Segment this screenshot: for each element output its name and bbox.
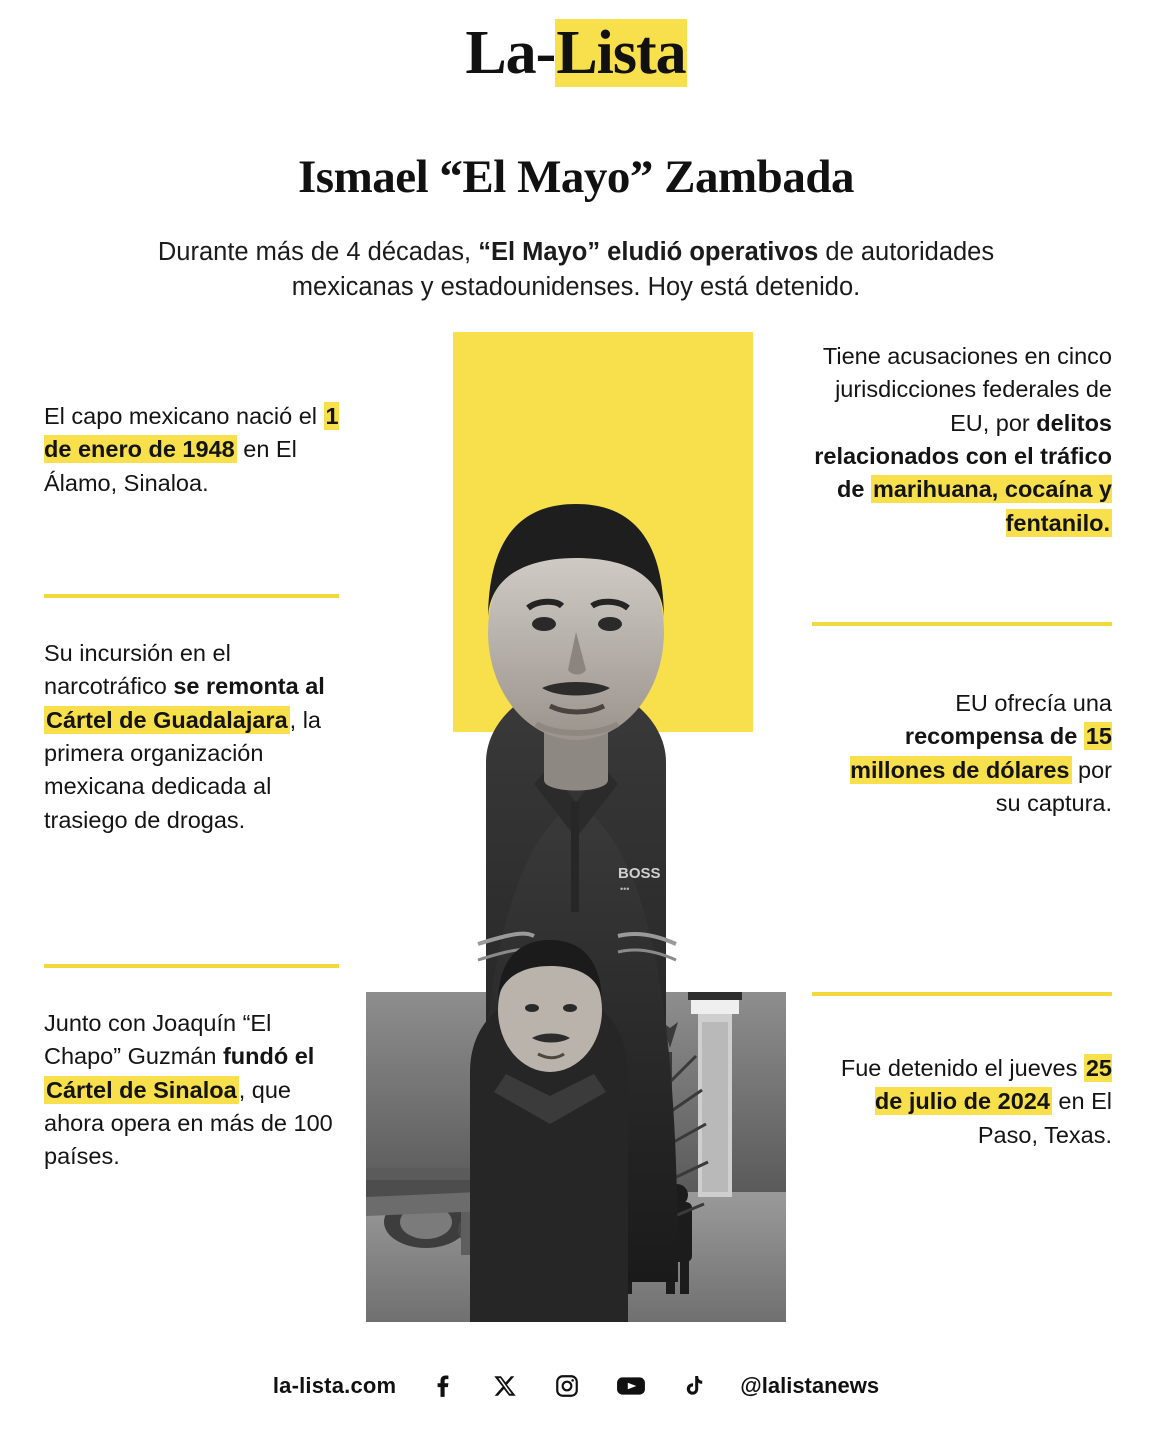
x-twitter-icon[interactable] [492, 1373, 518, 1399]
fact-reward-seg-0: EU ofrecía una [955, 690, 1112, 717]
divider-left-2 [44, 964, 339, 968]
fact-charges-seg-0: Tiene acusaciones en cinco jurisdicciones federales de EU, por [822, 343, 1112, 436]
brand-highlight: Lista [556, 19, 686, 87]
fact-reward-seg-2: 15 millones de dólares [850, 723, 1112, 783]
fact-birth-seg-2: en El Álamo, Sinaloa. [44, 436, 297, 496]
youtube-icon[interactable] [616, 1373, 646, 1399]
fact-reward [832, 687, 1112, 820]
fact-birth-seg-0: El capo mexicano nació el [44, 403, 324, 430]
fact-arrest-seg-0: Fue detenido el jueves [840, 1055, 1084, 1082]
fact-charges [812, 340, 1112, 540]
fact-birth-seg-1: 1 de enero de 1948 [44, 403, 339, 463]
footer-website[interactable]: la-lista.com [272, 1373, 397, 1398]
standfirst-part2: de autoridades mexicanas y estadounidenses. Hoy está detenido. [291, 238, 995, 301]
fact-charges-seg-1: delitos relacionados con el tráfico de [814, 409, 1112, 503]
fact-arrest-seg-2: en El Paso, Texas. [977, 1088, 1112, 1148]
facebook-icon[interactable] [430, 1373, 456, 1399]
fact-guadalajara-seg-3: , la primera organización mexicana dedicada al trasiego de drogas. [44, 706, 321, 833]
brand-logo[interactable] [461, 19, 690, 87]
shirt-logo-text: BOSS [618, 865, 661, 883]
page-title: Ismael “El Mayo” Zambada [298, 151, 854, 203]
fact-sinaloa-seg-1: fundó el [222, 1043, 315, 1070]
fact-guadalajara-seg-2: Cártel de Guadalajara [46, 706, 288, 733]
fact-guadalajara-seg-0: Su incursión en el narcotráfico [44, 640, 231, 700]
footer-social-handle[interactable]: @lalistanews [740, 1373, 880, 1398]
photo-composition [366, 332, 786, 1322]
masthead [0, 0, 1152, 104]
standfirst [116, 235, 1036, 304]
standfirst-part1: Durante más de 4 décadas, [157, 238, 479, 267]
fact-guadalajara-seg-1: se remonta al [173, 673, 325, 700]
divider-right-2 [812, 992, 1112, 996]
tiktok-icon[interactable] [682, 1373, 706, 1399]
footer-bar [0, 1332, 1152, 1440]
zambada-portrait [366, 332, 786, 1322]
fact-birth [44, 400, 339, 500]
facts-grid [0, 332, 1152, 1322]
photo-layers [366, 332, 786, 1322]
fact-sinaloa-seg-2: Cártel de Sinaloa [46, 1076, 237, 1103]
standfirst-bold: “El Mayo” eludió operativos [478, 238, 819, 267]
fact-reward-seg-3: por su captura. [995, 756, 1112, 817]
fact-sinaloa-cartel [44, 1007, 344, 1174]
divider-left-1 [44, 594, 339, 598]
fact-arrest-seg-1: 25 de julio de 2024 [874, 1055, 1112, 1115]
social-links [430, 1373, 706, 1399]
fact-sinaloa-seg-3: , que ahora opera en más de 100 países. [44, 1076, 333, 1170]
fact-charges-seg-2: marihuana, cocaína y fentanilo. [872, 476, 1112, 536]
fact-arrest [832, 1052, 1112, 1152]
fact-reward-seg-1: recompensa de [904, 723, 1084, 750]
svg-text:•••: ••• [620, 884, 630, 895]
divider-right-1 [812, 622, 1112, 626]
brand-prefix: La- [465, 19, 556, 87]
instagram-icon[interactable] [554, 1373, 580, 1399]
fact-sinaloa-seg-0: Junto con Joaquín “El Chapo” Guzmán [44, 1010, 272, 1070]
fact-guadalajara-cartel [44, 637, 344, 837]
